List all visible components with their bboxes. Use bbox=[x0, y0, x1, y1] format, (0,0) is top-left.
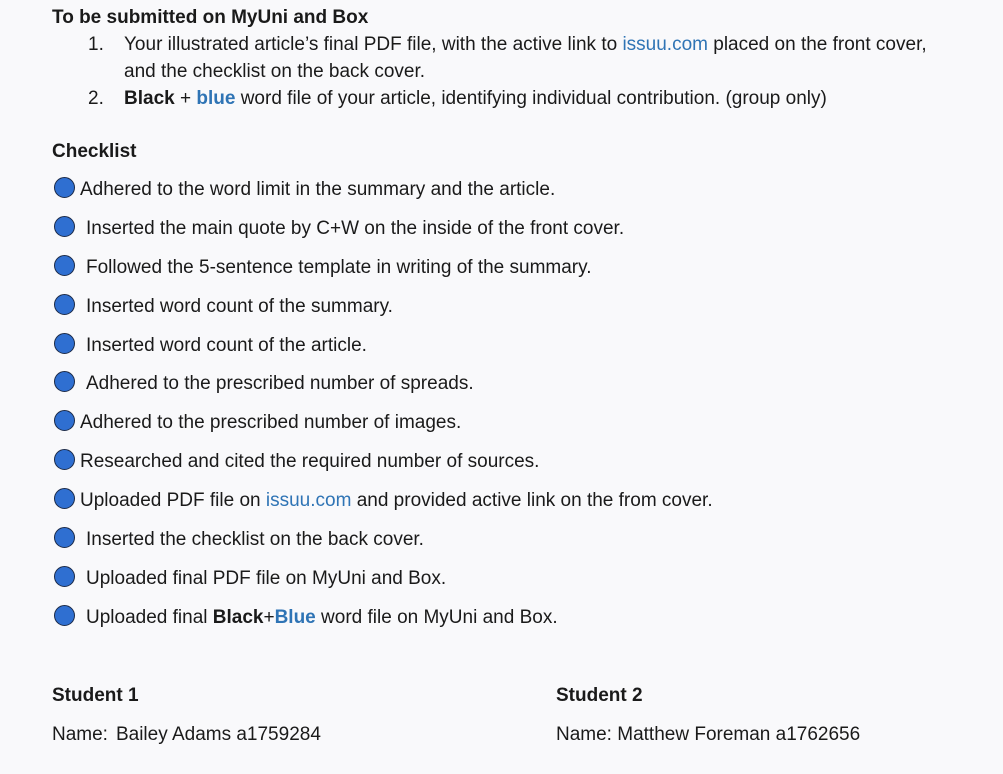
blue-circle-bullet-icon bbox=[54, 294, 75, 315]
submission-item-text: Your illustrated article’s final PDF file, with the active link to bbox=[124, 34, 623, 55]
issuu-link[interactable]: issuu.com bbox=[622, 34, 708, 55]
blue-circle-bullet-icon bbox=[54, 527, 75, 548]
student-name-line bbox=[52, 721, 321, 748]
name-label: Name: bbox=[556, 724, 612, 745]
submission-item-text: word file of your article, identifying individual contribution. (group only) bbox=[235, 88, 827, 109]
checklist-item-text-part: Uploaded final bbox=[86, 607, 213, 628]
checklist-item-text bbox=[86, 604, 558, 631]
blue-circle-bullet-icon bbox=[54, 255, 75, 276]
blue-circle-bullet-icon bbox=[54, 605, 75, 626]
submission-heading: To be submitted on MyUni and Box bbox=[52, 7, 369, 28]
checklist-item-text-part: Uploaded PDF file on bbox=[80, 490, 266, 511]
checklist-item-text-part: word file on MyUni and Box. bbox=[315, 607, 558, 628]
checklist-item-text: Adhered to the prescribed number of spreads. bbox=[86, 373, 474, 394]
blue-circle-bullet-icon bbox=[54, 177, 75, 198]
checklist-item-text-part: and provided active link on the from cover. bbox=[351, 490, 713, 511]
checklist-item-text: Researched and cited the required number of sources. bbox=[80, 451, 540, 472]
checklist-item-text bbox=[80, 487, 713, 514]
checklist-item-text: Adhered to the word limit in the summary and the article. bbox=[80, 179, 556, 200]
checklist-item-text: Adhered to the prescribed number of images. bbox=[80, 412, 462, 433]
submission-item-word-file bbox=[88, 85, 948, 112]
blue-label: Blue bbox=[274, 607, 316, 628]
blue-circle-bullet-icon bbox=[54, 410, 75, 431]
student-heading: Student 1 bbox=[52, 685, 139, 706]
checklist-item-text: Inserted the checklist on the back cover. bbox=[86, 529, 424, 550]
name-label: Name: bbox=[52, 724, 108, 745]
blue-circle-bullet-icon bbox=[54, 333, 75, 354]
checklist-item-text: Uploaded final PDF file on MyUni and Box. bbox=[86, 568, 447, 589]
student-1-block bbox=[52, 682, 321, 748]
submission-item-text: placed on the front cover, and the checklist on the back cover. bbox=[124, 34, 927, 82]
checklist-heading: Checklist bbox=[52, 141, 137, 162]
blue-circle-bullet-icon bbox=[54, 371, 75, 392]
submission-item-number: 1. bbox=[88, 34, 104, 55]
student-name-value: Matthew Foreman a1762656 bbox=[617, 724, 861, 745]
checklist-item-text: Followed the 5-sentence template in writing of the summary. bbox=[86, 257, 592, 278]
student-heading: Student 2 bbox=[556, 685, 643, 706]
blue-circle-bullet-icon bbox=[54, 566, 75, 587]
checklist-item-text: Inserted word count of the article. bbox=[86, 335, 367, 356]
blue-circle-bullet-icon bbox=[54, 488, 75, 509]
plus-sign: + bbox=[263, 607, 275, 628]
student-name-line bbox=[556, 721, 860, 748]
checklist-item-text: Inserted word count of the summary. bbox=[86, 296, 393, 317]
issuu-link[interactable]: issuu.com bbox=[265, 490, 352, 511]
blue-circle-bullet-icon bbox=[54, 216, 75, 237]
plus-sign: + bbox=[174, 88, 197, 109]
submission-item-pdf bbox=[88, 31, 948, 85]
blue-label: blue bbox=[196, 88, 236, 109]
black-label: Black bbox=[124, 88, 175, 109]
blue-circle-bullet-icon bbox=[54, 449, 75, 470]
student-2-block bbox=[556, 682, 860, 748]
checklist-item-text: Inserted the main quote by C+W on the inside of the front cover. bbox=[86, 218, 625, 239]
submission-list bbox=[88, 31, 948, 112]
submission-item-number: 2. bbox=[88, 88, 104, 109]
student-name-value: Bailey Adams a1759284 bbox=[115, 724, 321, 745]
black-label: Black bbox=[212, 607, 264, 628]
